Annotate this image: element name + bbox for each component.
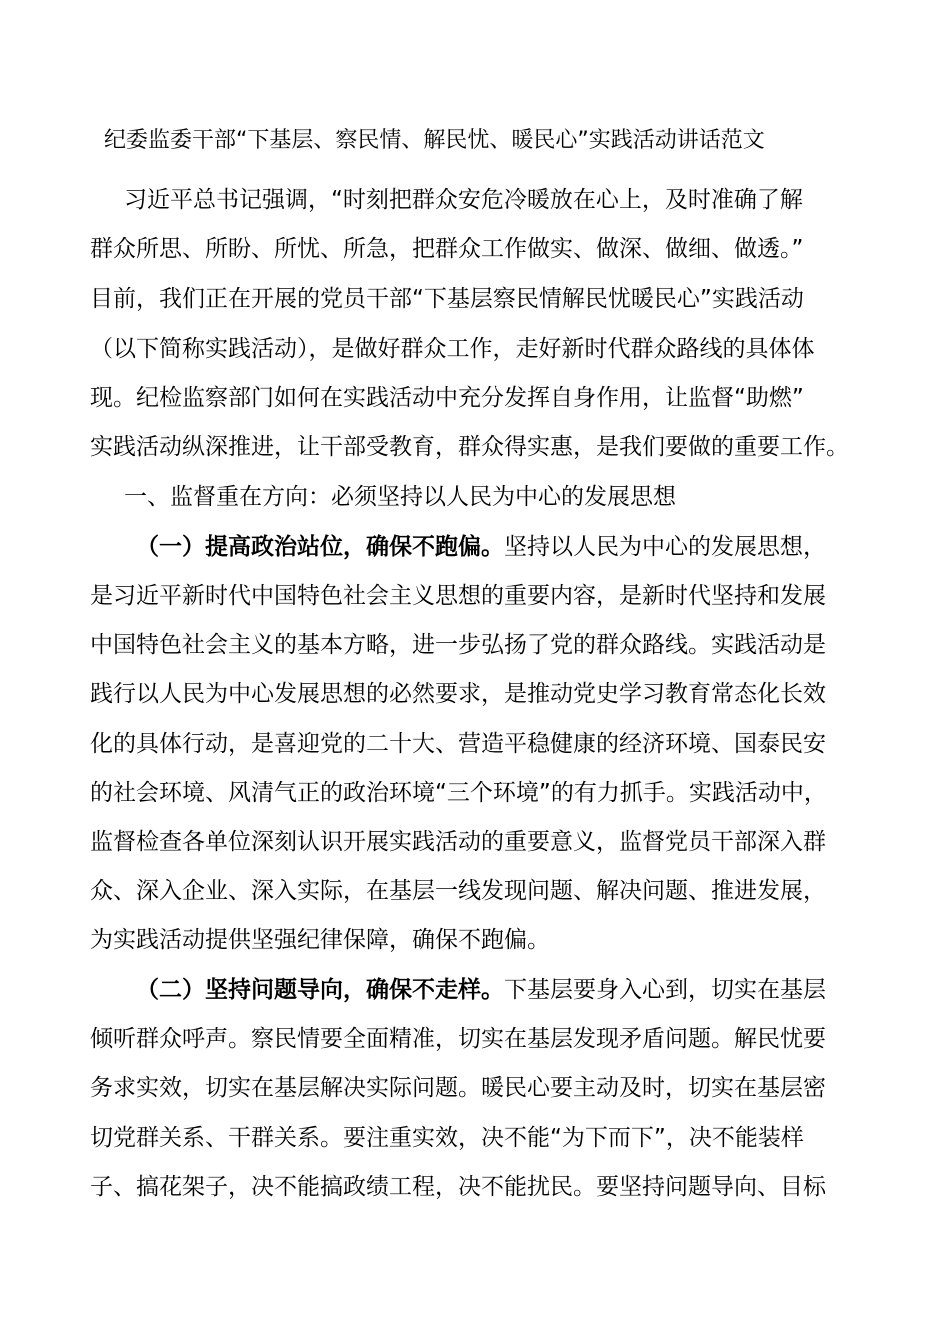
section-heading: 一、监督重在方向：必须坚持以人民为中心的发展思想 [124,484,676,510]
paragraph-line: 切党群关系、干群关系。要注重实效，决不能“为下而下”，决不能装样 [90,1125,804,1151]
paragraph-line: 务求实效，切实在基层解决实际问题。暖民心要主动及时，切实在基层密 [90,1075,826,1101]
paragraph-text: 坚持以人民为中心的发展思想， [504,534,826,560]
paragraph-line: 为实践活动提供坚强纪律保障，确保不跑偏。 [90,927,550,953]
paragraph-line: （以下简称实践活动），是做好群众工作，走好新时代群众路线的具体体 [90,336,815,362]
paragraph-line: 实践活动纵深推进，让干部受教育，群众得实惠，是我们要做的重要工作。 [90,434,849,460]
paragraph-line: 倾听群众呼声。察民情要全面精准，切实在基层发现矛盾问题。解民忧要 [90,1026,826,1052]
paragraph-line: 监督检查各单位深刻认识开展实践活动的重要意义，监督党员干部深入群 [90,829,826,855]
paragraph-line: 子、搞花架子，决不能搞政绩工程，决不能扰民。要坚持问题导向、目标 [90,1174,826,1200]
subsection-heading: （二）坚持问题导向，确保不走样。 [136,977,504,1003]
document-title: 纪委监委干部“下基层、察民情、解民忧、暖民心”实践活动讲话范文 [104,128,765,153]
subsection-heading: （一）提高政治站位，确保不跑偏。 [136,534,504,560]
paragraph-line: 目前，我们正在开展的党员干部“下基层察民情解民忧暖民心”实践活动 [90,286,804,312]
paragraph-line: 的社会环境、风清气正的政治环境“三个环境”的有力抓手。实践活动中， [90,780,827,806]
paragraph-line: 是习近平新时代中国特色社会主义思想的重要内容，是新时代坚持和发展 [90,583,826,609]
paragraph-line: 群众所思、所盼、所忧、所急，把群众工作做实、做深、做细、做透。” [90,236,804,262]
paragraph-line: 践行以人民为中心发展思想的必然要求，是推动党史学习教育常态化长效 [90,681,826,707]
subsection-first-line [136,973,826,1007]
paragraph-line: 化的具体行动，是喜迎党的二十大、营造平稳健康的经济环境、国泰民安 [90,731,826,757]
paragraph-line: 习近平总书记强调，“时刻把群众安危冷暖放在心上，及时准确了解 [124,187,803,213]
paragraph-line: 现。纪检监察部门如何在实践活动中充分发挥自身作用，让监督“助燃” [90,385,804,411]
subsection-first-line [136,530,826,564]
paragraph-text: 下基层要身入心到，切实在基层 [504,977,826,1003]
paragraph-line: 众、深入企业、深入实际，在基层一线发现问题、解决问题、推进发展， [90,878,826,904]
paragraph-line: 中国特色社会主义的基本方略，进一步弘扬了党的群众路线。实践活动是 [90,632,826,658]
